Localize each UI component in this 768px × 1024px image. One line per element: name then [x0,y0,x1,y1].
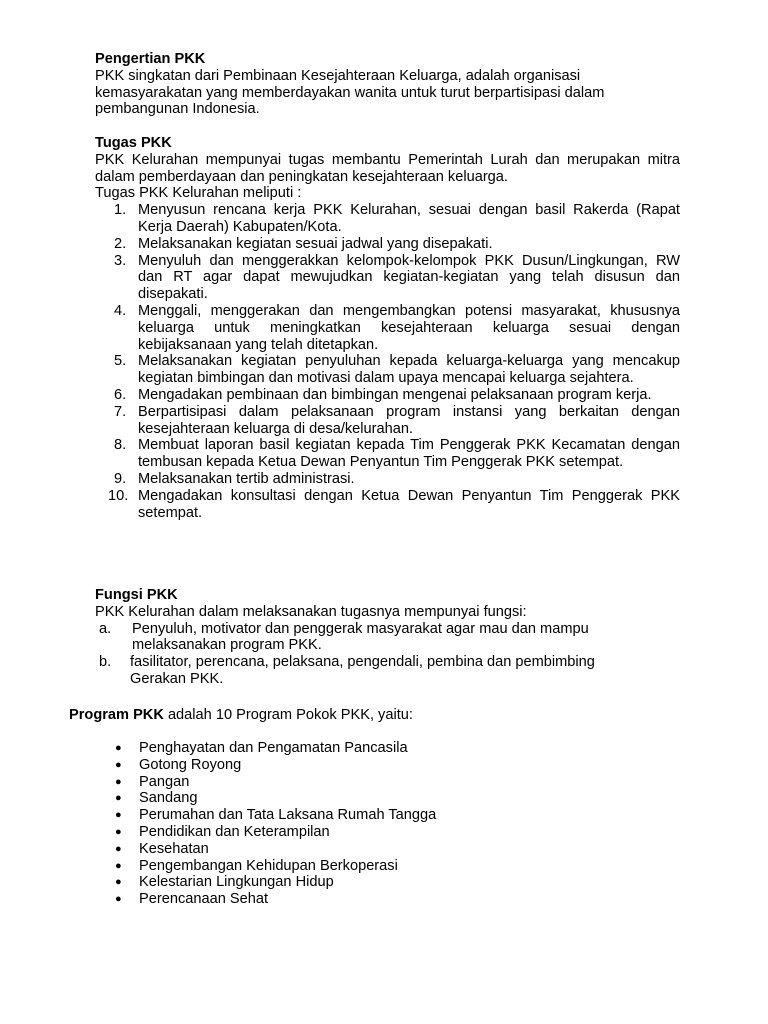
paragraph-tugas-lead: Tugas PKK Kelurahan meliputi : [95,185,302,202]
list-item-text: Melaksanakan kegiatan penyuluhan kepada keluarga-keluarga yang mencakup kegiatan bimbingan dan motivasi dalam upaya mencapai keluarga sejahtera. [138,353,680,387]
list-item-text: Berpartisipasi dalam pelaksanaan program instansi yang berkaitan dengan kesejahteraan keluarga di desa/kelurahan. [138,403,680,437]
list-number: 5. [114,353,127,370]
list-item [115,874,615,891]
list-number: 6. [114,386,127,403]
list-letter: b. [99,654,112,671]
tugas-item-6 [95,387,680,404]
list-item-text: Penyuluh, motivator dan penggerak masyarakat agar mau dan mampu melaksanakan program PKK. [132,620,589,654]
fungsi-item-a [95,621,630,655]
list-number: 10. [108,487,129,504]
bullet-icon: ● [115,742,122,754]
list-number: 2. [114,235,127,252]
fungsi-item-b [95,654,630,688]
paragraph-fungsi-intro: PKK Kelurahan dalam melaksanakan tugasnya mempunyai fungsi: [95,603,527,620]
tugas-item-10 [95,488,680,522]
list-item-text: Melaksanakan tertib administrasi. [138,470,355,487]
section-tugas [95,135,680,521]
bullet-icon: ● [115,876,122,889]
list-item-text: Mengadakan pembinaan dan bimbingan mengenai pelaksanaan program kerja. [138,386,652,403]
list-item [115,841,615,858]
section-fungsi [95,587,680,688]
bullet-icon: ● [115,825,122,838]
tugas-item-1 [95,202,680,236]
bullet-icon: ● [115,809,122,822]
list-item-text: Menyuluh dan menggerakkan kelompok-kelompok PKK Dusun/Lingkungan, RW dan RT agar dapat mewujudkan kegiatan-kegiatan yang telah disusun dan disepakati. [138,252,680,303]
list-number: 1. [114,202,127,219]
list-item-text: Kelestarian Lingkungan Hidup [139,874,334,891]
list-item [115,807,615,824]
list-item-text: fasilitator, perencana, pelaksana, pengendali, pembina dan pembimbing Gerakan PKK. [130,654,595,687]
heading-tugas: Tugas PKK [95,135,172,151]
tugas-item-9 [95,471,680,488]
list-item [115,891,615,908]
list-number: 3. [114,252,127,269]
list-item [115,757,615,774]
list-item-text: Mengadakan konsultasi dengan Ketua Dewan Penyantun Tim Penggerak PKK setempat. [138,487,680,521]
list-item [115,774,615,791]
tugas-item-3 [95,253,680,303]
heading-pengertian: Pengertian PKK [95,51,206,67]
section-pengertian [95,51,680,118]
program-label: Program PKK [69,707,164,723]
list-item-text: Penghayatan dan Pengamatan Pancasila [139,740,408,756]
list-number: 9. [114,470,127,487]
list-item-text: Membuat laporan basil kegiatan kepada Tim Penggerak PKK Kecamatan dengan tembusan kepada Ketua Dewan Penyantun Tim Penggerak PKK setempat. [138,437,680,471]
bullet-icon: ● [115,859,122,872]
fungsi-list [95,621,630,688]
list-item-text: Perumahan dan Tata Laksana Rumah Tangga [139,807,437,824]
list-number: 7. [114,403,127,420]
bullet-icon: ● [115,893,122,906]
bullet-icon: ● [115,842,122,855]
bullet-icon: ● [115,758,122,771]
list-number: 8. [114,437,127,454]
list-item [115,740,615,757]
list-item [115,858,615,875]
list-letter: a. [99,620,112,637]
list-item [115,790,615,807]
list-item-text: Menyusun rencana kerja PKK Kelurahan, sesuai dengan basil Rakerda (Rapat Kerja Daerah) Kabupaten/Kota. [138,202,680,235]
tugas-item-5 [95,353,680,387]
heading-fungsi: Fungsi PKK [95,587,178,603]
program-intro-text: adalah 10 Program Pokok PKK, yaitu: [163,707,413,723]
list-item-text: Melaksanakan kegiatan sesuai jadwal yang disepakati. [138,235,493,252]
list-item-text: Sandang [139,790,198,807]
list-item-text: Pendidikan dan Keterampilan [139,823,330,840]
list-item-text: Pangan [139,773,190,790]
list-item-text: Perencanaan Sehat [139,891,269,908]
list-item-text: Pengembangan Kehidupan Berkoperasi [139,857,398,874]
tugas-item-7 [95,404,680,438]
tugas-item-8 [95,437,680,471]
paragraph-tugas-intro: PKK Kelurahan mempunyai tugas membantu Pemerintah Lurah dan merupakan mitra dalam pemberdayaan dan peningkatan kesejahteraan keluarga. [95,151,680,185]
list-item-text: Kesehatan [139,840,209,857]
list-item-text: Gotong Royong [139,756,242,773]
bullet-icon: ● [115,775,122,788]
tugas-list [95,202,680,521]
program-intro [69,707,689,724]
paragraph-pengertian: PKK singkatan dari Pembinaan Kesejahteraan Keluarga, adalah organisasi kemasyarakatan yang memberdayakan wanita untuk turut berpartisipasi dalam pembangunan Indonesia. [95,67,605,118]
list-item-text: Menggali, menggerakan dan mengembangkan potensi masyarakat, khususnya keluarga untuk meningkatkan kesejahteraan keluarga sesuai dengan kebijaksanaan yang telah ditetapkan. [138,302,680,353]
bullet-icon: ● [115,792,122,805]
program-pokok-list [115,740,615,908]
list-item [115,824,615,841]
tugas-item-2 [95,236,680,253]
tugas-item-4 [95,303,680,353]
list-number: 4. [114,302,127,319]
